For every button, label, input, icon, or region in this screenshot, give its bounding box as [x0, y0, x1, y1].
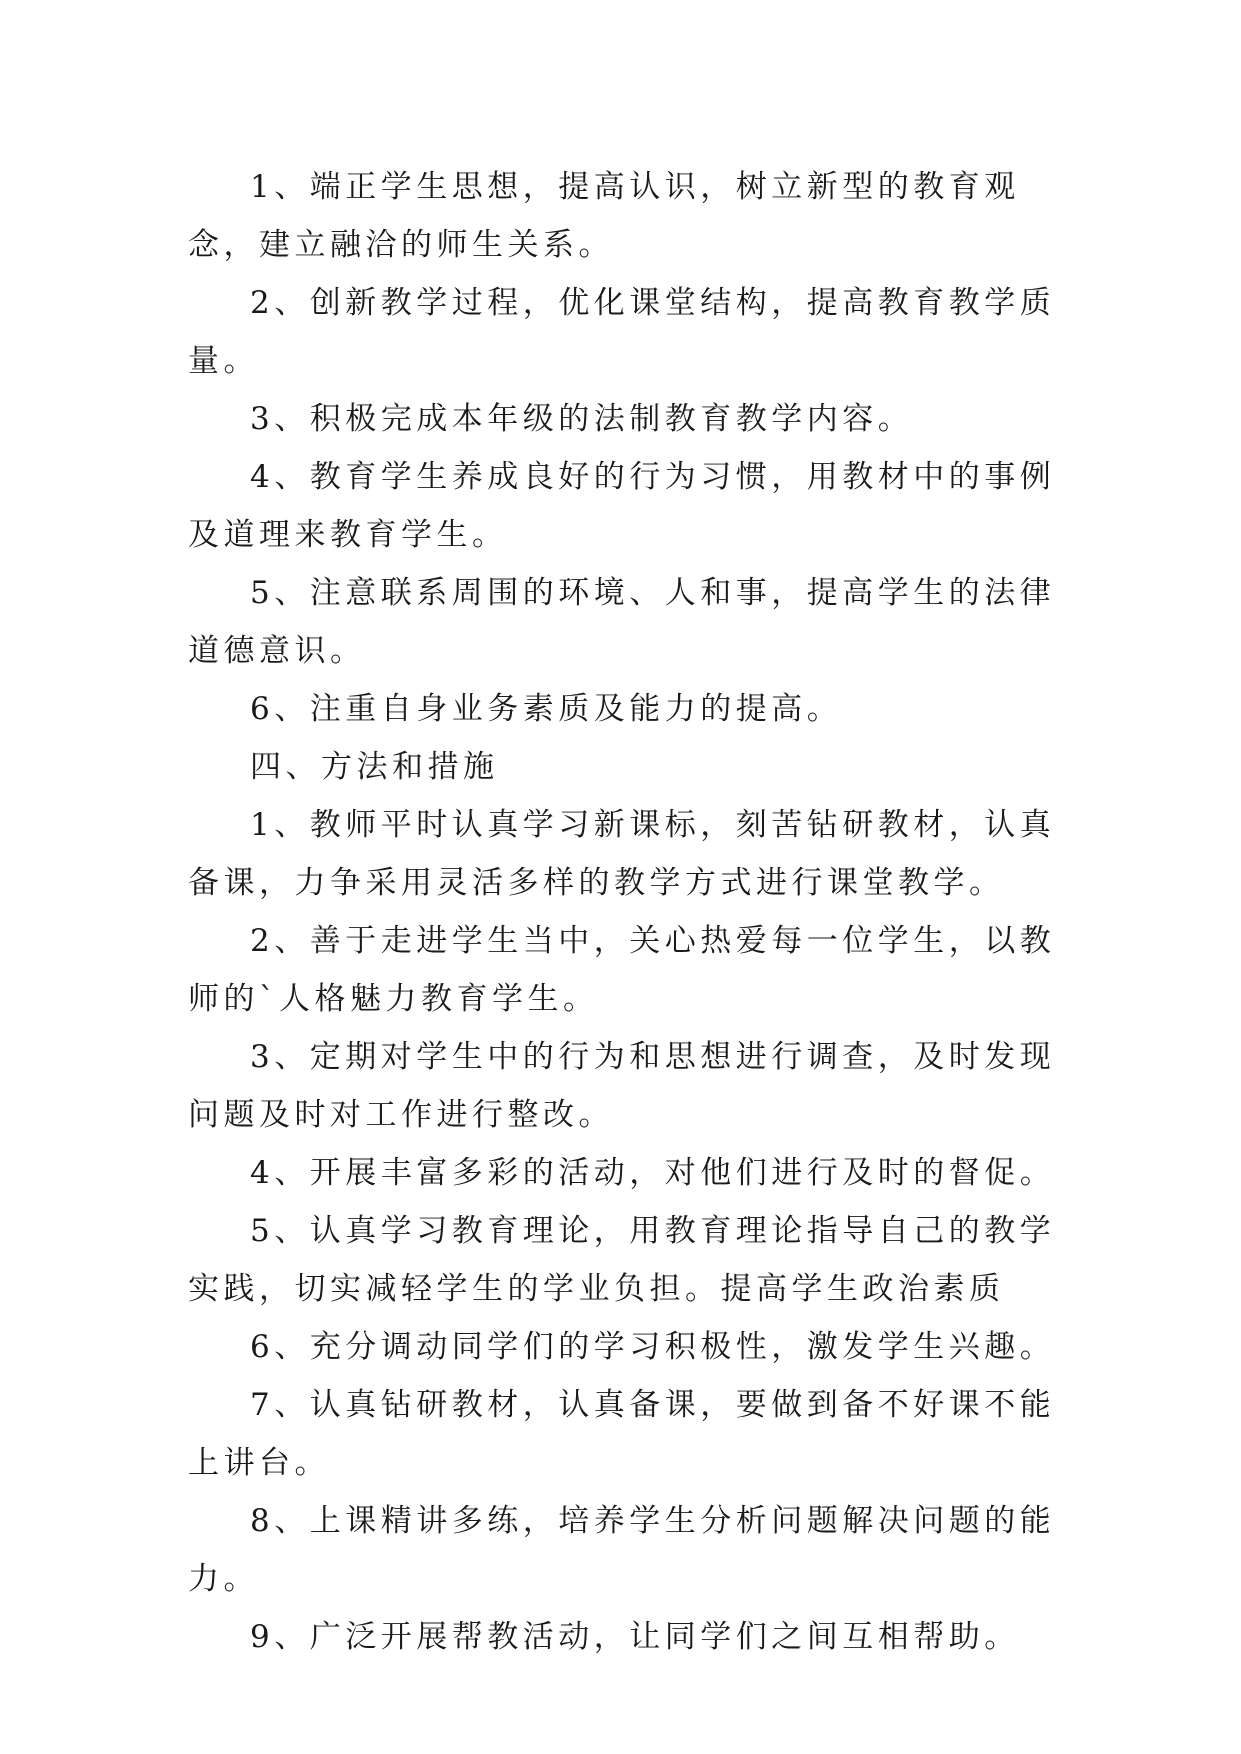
paragraph-method-7: 7、认真钻研教材，认真备课，要做到备不好课不能上讲台。 — [188, 1387, 1056, 1481]
paragraph-method-2: 2、善于走进学生当中，关心热爱每一位学生，以教师的`人格魅力教育学生。 — [188, 923, 1056, 1017]
paragraph-method-1: 1、教师平时认真学习新课标，刻苦钻研教材，认真备课，力争采用灵活多样的教学方式进行课堂教学。 — [188, 807, 1056, 901]
paragraph-method-9: 9、广泛开展帮教活动，让同学们之间互相帮助。 — [250, 1619, 1020, 1655]
paragraph-goal-1: 1、端正学生思想，提高认识，树立新型的教育观念，建立融洽的师生关系。 — [188, 169, 1020, 263]
paragraph-goal-4: 4、教育学生养成良好的行为习惯，用教材中的事例及道理来教育学生。 — [188, 459, 1056, 553]
paragraph-method-3: 3、定期对学生中的行为和思想进行调查，及时发现问题及时对工作进行整改。 — [188, 1039, 1056, 1133]
section-heading-methods: 四、方法和措施 — [250, 749, 499, 785]
paragraph-goal-2: 2、创新教学过程，优化课堂结构，提高教育教学质量。 — [188, 285, 1056, 379]
paragraph-goal-6: 6、注重自身业务素质及能力的提高。 — [250, 691, 843, 727]
paragraph-method-4: 4、开展丰富多彩的活动，对他们进行及时的督促。 — [250, 1155, 1056, 1191]
paragraph-goal-5: 5、注意联系周围的环境、人和事，提高学生的法律道德意识。 — [188, 575, 1056, 669]
paragraph-method-8: 8、上课精讲多练，培养学生分析问题解决问题的能力。 — [188, 1503, 1056, 1597]
paragraph-goal-3: 3、积极完成本年级的法制教育教学内容。 — [250, 401, 914, 437]
paragraph-method-5: 5、认真学习教育理论，用教育理论指导自己的教学实践，切实减轻学生的学业负担。提高学生政治素质 — [188, 1213, 1056, 1307]
document-body — [188, 158, 1068, 1666]
paragraph-method-6: 6、充分调动同学们的学习积极性，激发学生兴趣。 — [250, 1329, 1056, 1365]
